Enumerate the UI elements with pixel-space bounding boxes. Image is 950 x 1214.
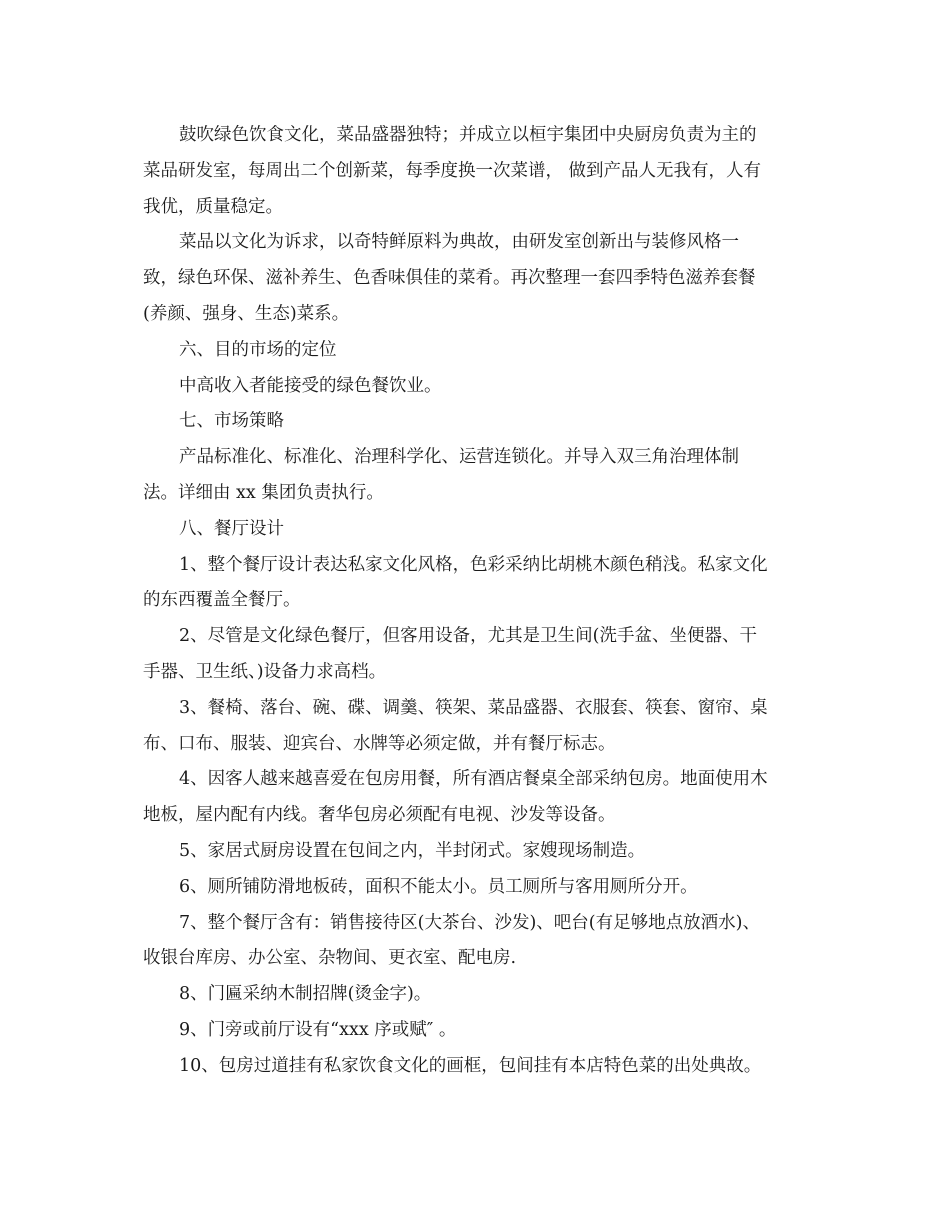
paragraph <box>143 404 811 440</box>
paragraph <box>143 1013 811 1049</box>
paragraph <box>143 691 811 763</box>
text-line: 收银台库房、办公室、杂物间、更衣室、配电房. <box>143 948 517 969</box>
text-line: 八、餐厅设计 <box>179 518 284 539</box>
text-line: 产品标准化、标准化、治理科学化、运营连锁化。并导入双三角治理体制 <box>179 447 739 468</box>
text-line: 2、尽管是文化绿色餐厅，但客用设备，尤其是卫生间(洗手盆、坐便器、干 <box>179 626 757 647</box>
text-line: 菜品以文化为诉求，以奇特鲜原料为典故，由研发室创新出与装修风格一 <box>179 232 739 253</box>
text-line: 的东西覆盖全餐厅。 <box>143 590 301 611</box>
text-line: 7、整个餐厅含有：销售接待区(大茶台、沙发)、吧台(有足够地点放酒水)、 <box>179 912 760 933</box>
text-line: 地板，屋内配有内线。奢华包房必须配有电视、沙发等设备。 <box>143 805 616 826</box>
paragraph <box>143 977 811 1013</box>
text-line: 七、市场策略 <box>179 411 284 432</box>
paragraph <box>143 906 811 978</box>
text-line: 六、目的市场的定位 <box>179 339 337 360</box>
text-line: 9、门旁或前厅设有“xxx 序或赋″ 。 <box>179 1019 457 1040</box>
paragraph <box>143 440 811 512</box>
paragraph <box>143 1049 811 1085</box>
paragraph <box>143 225 811 332</box>
text-line: 3、餐椅、落台、碗、碟、调羹、筷架、菜品盛器、衣服套、筷套、窗帘、桌 <box>179 697 768 718</box>
text-line: 中高收入者能接受的绿色餐饮业。 <box>179 375 442 396</box>
text-line: 法。详细由 xx 集团负责执行。 <box>143 482 384 503</box>
text-line: 鼓吹绿色饮食文化，菜品盛器独特；并成立以桓宇集团中央厨房负责为主的 <box>179 125 757 145</box>
paragraph <box>143 619 811 691</box>
text-line: 手器、卫生纸、)设备力求高档。 <box>143 661 387 682</box>
paragraph <box>143 548 811 620</box>
text-line: 我优，质量稳定。 <box>143 196 283 217</box>
text-line: 6、厕所铺防滑地板砖，面积不能太小。员工厕所与客用厕所分开。 <box>179 876 698 897</box>
paragraph <box>143 369 811 405</box>
text-line: 10、包房过道挂有私家饮食文化的画框，包间挂有本店特色菜的出处典故。 <box>179 1055 762 1076</box>
text-line: 5、家居式厨房设置在包间之内，半封闭式。家嫂现场制造。 <box>179 840 646 861</box>
paragraph <box>143 512 811 548</box>
text-line: 8、门匾采纳木制招牌(烫金字)。 <box>179 984 432 1005</box>
text-line: (养颜、强身、生态)菜系。 <box>143 303 350 324</box>
text-line: 布、口布、服装、迎宾台、水牌等必须定做，并有餐厅标志。 <box>143 733 616 754</box>
text-line: 致，绿色环保、滋补养生、色香味俱佳的菜肴。再次整理一套四季特色滋养套餐 <box>143 268 756 289</box>
text-line: 菜品研发室，每周出二个创新菜，每季度换一次菜谱， 做到产品人无我有，人有 <box>143 160 762 181</box>
paragraph <box>143 870 811 906</box>
text-line: 1、整个餐厅设计表达私家文化风格，色彩采纳比胡桃木颜色稍浅。私家文化 <box>179 554 768 575</box>
document-body <box>143 118 811 1085</box>
paragraph <box>143 834 811 870</box>
paragraph <box>143 333 811 369</box>
text-line: 4、因客人越来越喜爱在包房用餐，所有酒店餐桌全部采纳包房。地面使用木 <box>179 769 768 790</box>
paragraph <box>143 762 811 834</box>
paragraph <box>143 118 811 225</box>
